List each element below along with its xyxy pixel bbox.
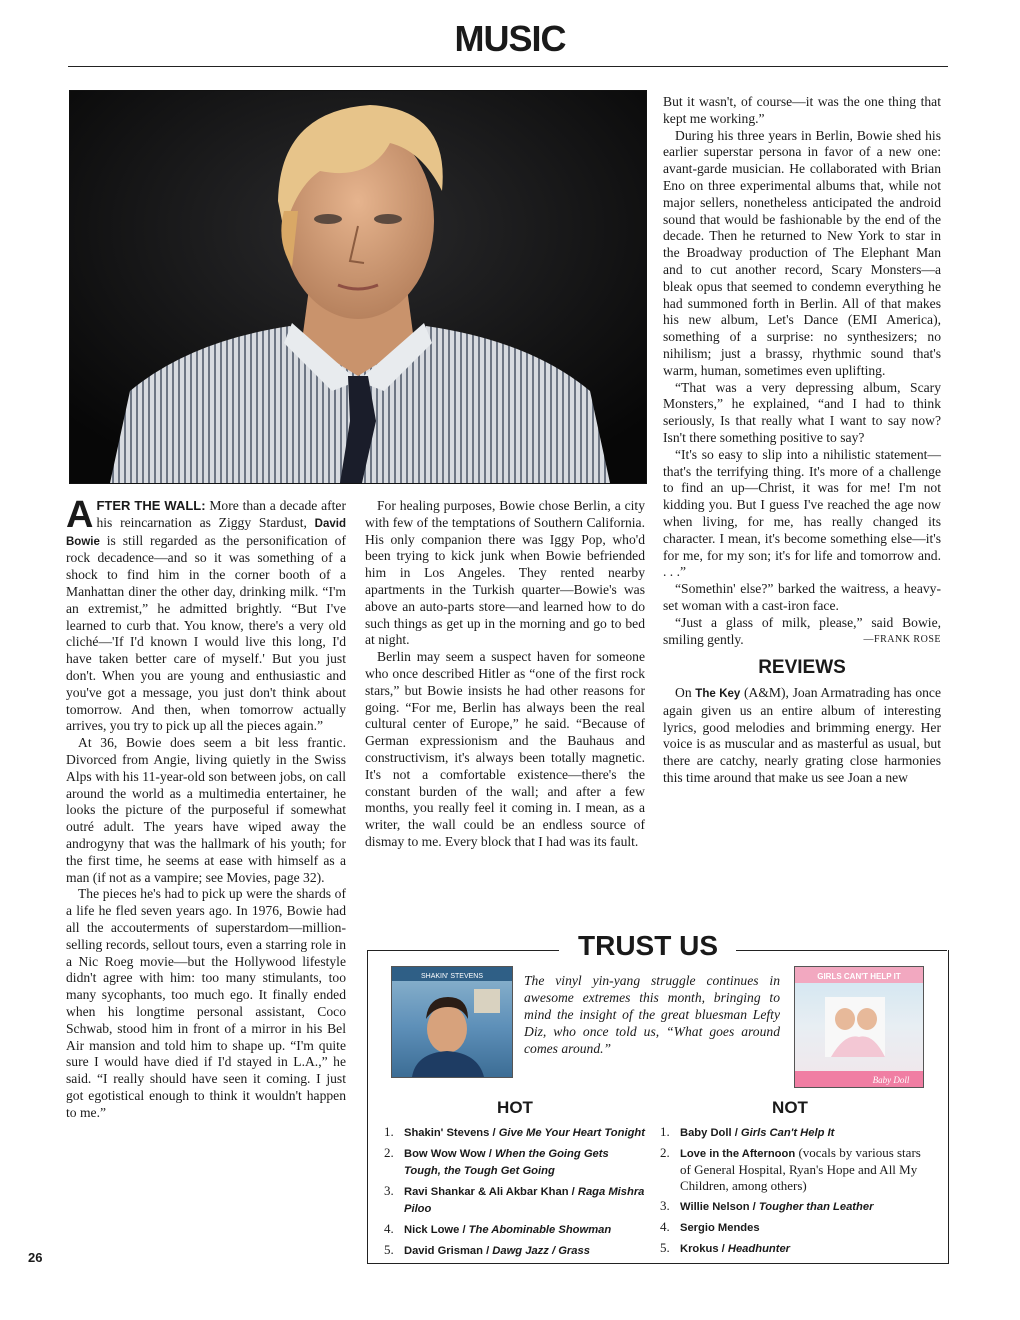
bowie-portrait-photo	[69, 90, 647, 484]
article-paragraph	[663, 615, 941, 649]
list-item-title: When the Going Gets Tough, the Tough Get Going	[404, 1148, 609, 1177]
article-column-1	[66, 494, 346, 1121]
list-item	[384, 1124, 646, 1141]
article-column-3	[663, 94, 941, 787]
list-item	[384, 1145, 646, 1179]
list-item-artist: Willie Nelson /	[680, 1201, 759, 1213]
album-right-caption: Baby Doll	[872, 1075, 910, 1085]
article-paragraph: The pieces he's had to pick up were the shards of a life he fled seven years ago. In 1976, Bowie had all the accouterments of superstardom—million-selling records, sellout tours, even a starring role in a Nic Roeg movie—but the Hollywood lifestyle didn't agree with him: too many stimulants, too many sycophants, too much ego. It finally ended when his longtime personal assistant, Coco Schwab, stood him in front of a mirror in his Bel Air mansion and told him to shape up. “I'm quite sure I would have died if I'd stayed in L.A.,” he said. “I really should have seen it coming. I just got egotistical enough to think it wouldn't happen to me.”	[66, 886, 346, 1120]
article-paragraph: Berlin may seem a suspect haven for someone who once described Hitler as “one of the first rock stars,” but Bowie insists he had other reasons for going. “For me, Berlin has always been the real cultural center of Europe,” he said. “Because of German expressionism and the Bauhaus and constructivism, it's always been totally magnetic. It's not a comfortable existence—there's the constant burden of the wall; and after a few months, you really feel it coming in. I mean, as a writer, the wall could be an endless source of dismay to me. Every block that I had was its fault.	[365, 649, 645, 849]
page-number: 26	[28, 1250, 43, 1265]
review-text: On	[675, 685, 696, 701]
article-paragraph: “That was a very depressing album, Scary Monsters,” he explained, “and I had to think seriously, Is that really what I want to say now? Isn't there something positive to say?	[663, 379, 941, 445]
byline: —FRANK ROSE	[863, 633, 941, 645]
list-item-number: 5.	[660, 1240, 670, 1255]
article-name: David Bowie	[66, 517, 346, 548]
list-item-artist: Krokus /	[680, 1243, 728, 1255]
list-item-note: (vocals by various stars of General Hospital, Ryan's Hope and All My Children, among others)	[680, 1145, 921, 1193]
album-cover-left-art	[392, 967, 512, 1077]
article-paragraph: During his three years in Berlin, Bowie shed his earlier superstar persona in favor of a new one: avant-garde musician. He collaborated with Brian Eno on three experimental albums that, while not major sellers, nonetheless anticipated the android sound that would be fashionable by the end of the decade. Then he returned to New York to star in the Broadway production of The Elephant Man and to cut another record, Scary Monsters—a bleak opus that seemed to condemn everything he had summoned forth in Berlin. All of that makes his new album, Let's Dance (EMI America), something of a surprise: no synthesizers; no nihilism; just a brassy, rhythmic sound that's warm, human, sometimes even uplifting.	[663, 127, 941, 378]
list-item-title: Tougher than Leather	[758, 1201, 874, 1213]
article-text: More than a decade after his reincarnation as Ziggy Stardust,	[96, 498, 346, 530]
list-item-title: The Abominable Showman	[468, 1224, 612, 1236]
list-item-number: 1.	[660, 1124, 670, 1139]
list-item	[660, 1219, 930, 1236]
list-item-artist: Bow Wow Wow /	[404, 1148, 495, 1160]
trust-us-rule-right	[736, 950, 947, 951]
list-item-number: 1.	[384, 1124, 394, 1139]
review-album-title: The Key	[695, 688, 741, 701]
album-cover-right	[794, 966, 924, 1088]
article-text: is still regarded as the personification of rock decadence—and so it was something of a shock to find him in the corner booth of a Manhattan diner the other day, drinking milk. “I'm an extremist,” he admitted brightly. “But I've learned to curb that. You know, there's a very old cliché—'If I'd known I would live this long, I'd have taken better care of myself.' But you just don't. When you are young and enthusiastic and you've got a message, you just don't think about tomorrow. And then, when tomorrow actually arrives, you try to pick up all the pieces again.”	[66, 532, 346, 734]
list-item-artist: Love in the Afternoon	[680, 1148, 796, 1160]
list-item	[384, 1183, 646, 1217]
page-title: MUSIC	[454, 18, 566, 59]
album-left-title: SHAKIN' STEVENS	[420, 973, 484, 980]
list-item-title: Girls Can't Help It	[740, 1127, 835, 1139]
list-item-number: 2.	[384, 1145, 394, 1160]
article-text: “Just a glass of milk, please,” said Bowie, smiling gently.	[663, 614, 941, 647]
album-cover-right-art	[795, 967, 923, 1087]
list-item-number: 3.	[660, 1198, 670, 1213]
list-item-artist: Sergio Mendes	[680, 1222, 760, 1234]
list-item-artist: David Grisman /	[404, 1245, 493, 1257]
article-lead-in: FTER THE WALL:	[96, 498, 206, 513]
list-item-artist: Ravi Shankar & Ali Akbar Khan /	[404, 1186, 578, 1198]
list-item-artist: Baby Doll /	[680, 1127, 741, 1139]
list-item-number: 5.	[384, 1242, 394, 1257]
article-lead-paragraph	[66, 494, 346, 735]
list-item-number: 3.	[384, 1183, 394, 1198]
list-item-title: Give Me Your Heart Tonight	[498, 1127, 645, 1139]
not-heading: NOT	[772, 1098, 808, 1117]
not-list	[660, 1124, 930, 1261]
header-rule	[68, 66, 948, 67]
list-item	[660, 1198, 930, 1215]
trust-us-blurb: The vinyl yin-yang struggle continues in awesome extremes this month, bringing to mind the insight of the great bluesman Lefty Diz, who once told us, “What goes around comes around.”	[524, 973, 780, 1056]
article-paragraph: But it wasn't, of course—it was the one thing that kept me working.”	[663, 94, 941, 126]
list-item-artist: Shakin' Stevens /	[404, 1127, 499, 1139]
drop-cap: A	[66, 494, 94, 536]
list-item-number: 2.	[660, 1145, 670, 1160]
list-item-title: Headhunter	[727, 1243, 791, 1255]
list-item	[660, 1145, 930, 1194]
list-item	[660, 1124, 930, 1141]
album-cover-left	[391, 966, 513, 1078]
article-column-2	[365, 498, 645, 851]
list-item	[660, 1240, 930, 1257]
portrait-illustration	[70, 91, 646, 483]
list-item-title: Raga Mishra Piloo	[404, 1186, 645, 1215]
article-paragraph: At 36, Bowie does seem a bit less frantic. Divorced from Angie, living quietly in the Swiss Alps with his 11-year-old son between jobs, on call around the world as a multimedia entertainer, he looks the picture of the purposeful if somewhat outré adult. The years have wiped away the androgyny that was the hallmark of his youth; for the first time, he seems at ease with himself as a man (if not as a vampire; see Movies, page 32).	[66, 735, 346, 885]
list-item	[384, 1242, 646, 1259]
list-item-title: Dawg Jazz / Grass	[492, 1245, 590, 1257]
trust-us-heading: TRUST US	[578, 930, 718, 961]
list-item	[384, 1221, 646, 1238]
review-paragraph	[663, 685, 941, 787]
trust-us-rule-left	[367, 950, 559, 951]
review-text: (A&M), Joan Armatrading has once again given us an entire album of interesting lyrics, good melodies and brimming energy. Her voice is as muscular and as masterful as usual, but there are catchy, nearly grating close harmonies this time around that make us see Joan a new	[663, 685, 942, 786]
hot-list	[384, 1124, 646, 1263]
list-item-number: 4.	[384, 1221, 394, 1236]
list-item-number: 4.	[660, 1219, 670, 1234]
article-paragraph: “It's so easy to slip into a nihilistic statement—that's the terrifying thing. It's more of a challenge to find an up—Christ, it was for me! I'm not kidding you. But I guess I've reached the age now when living, for me, has really changed its character. I mean, it's become something else—it's for me, for my son; it's for life and tomorrow and. . . .”	[663, 446, 941, 580]
album-right-title: GIRLS CAN'T HELP IT	[817, 972, 901, 981]
list-item-artist: Nick Lowe /	[404, 1224, 469, 1236]
reviews-heading: REVIEWS	[758, 657, 846, 679]
hot-heading: HOT	[497, 1098, 533, 1117]
article-paragraph: For healing purposes, Bowie chose Berlin, a city with few of the temptations of Southern California. His only companion there was Iggy Pop, who'd been trying to kick junk when Bowie befriended him in Los Angeles. They rented nearby apartments in the Turkish quarter—Bowie's was above an auto-parts store—and learned how to do such things as get up in the morning and go to bed at night.	[365, 498, 645, 648]
article-paragraph: “Somethin' else?” barked the waitress, a heavy-set woman with a cast-iron face.	[663, 581, 941, 613]
